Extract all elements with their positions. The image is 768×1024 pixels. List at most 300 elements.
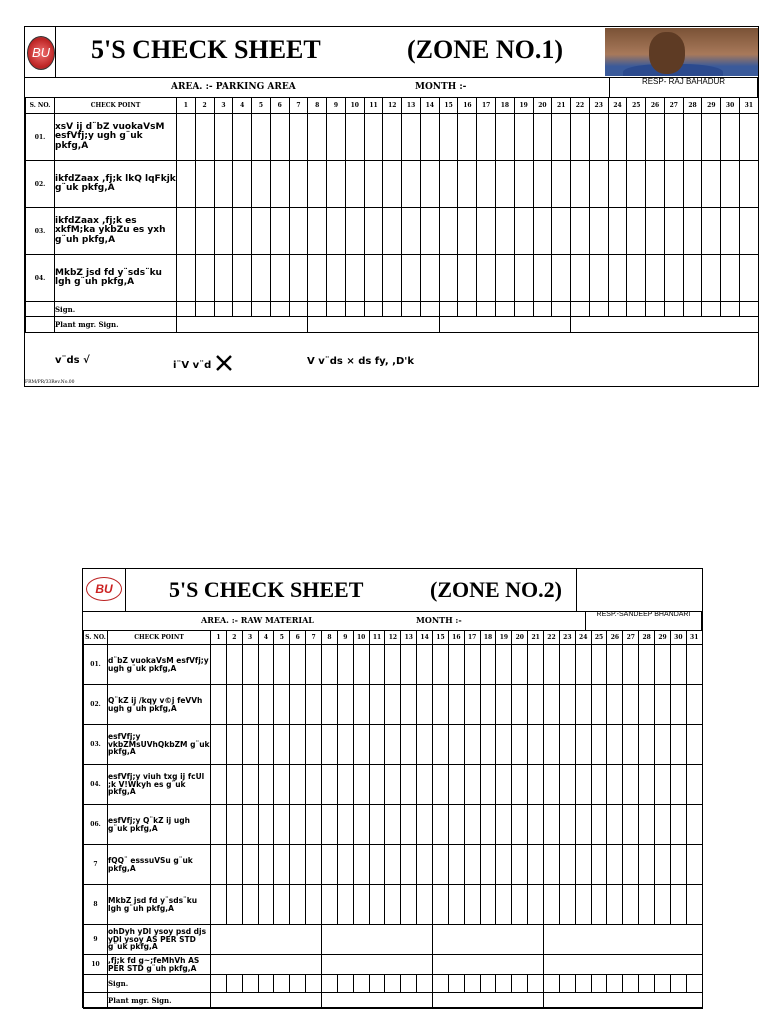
- day-sign-cell[interactable]: [337, 975, 353, 993]
- day-check-cell[interactable]: [639, 685, 655, 725]
- day-sign-cell[interactable]: [177, 302, 196, 317]
- day-check-cell[interactable]: [242, 765, 258, 805]
- day-sign-cell[interactable]: [195, 302, 214, 317]
- day-check-cell[interactable]: [477, 208, 496, 255]
- day-check-cell[interactable]: [369, 805, 385, 845]
- weekly-sign-cell[interactable]: [308, 317, 439, 333]
- day-check-cell[interactable]: [433, 805, 449, 845]
- day-check-cell[interactable]: [417, 885, 433, 925]
- day-check-cell[interactable]: [306, 685, 322, 725]
- day-sign-cell[interactable]: [496, 975, 512, 993]
- day-check-cell[interactable]: [353, 725, 369, 765]
- day-check-cell[interactable]: [439, 161, 458, 208]
- day-check-cell[interactable]: [480, 805, 496, 845]
- day-check-cell[interactable]: [575, 645, 591, 685]
- day-check-cell[interactable]: [290, 885, 306, 925]
- day-check-cell[interactable]: [646, 114, 665, 161]
- day-sign-cell[interactable]: [448, 975, 464, 993]
- day-check-cell[interactable]: [417, 645, 433, 685]
- weekly-sign-cell[interactable]: [439, 317, 570, 333]
- day-check-cell[interactable]: [337, 765, 353, 805]
- day-check-cell[interactable]: [528, 805, 544, 845]
- day-check-cell[interactable]: [559, 805, 575, 845]
- day-check-cell[interactable]: [655, 725, 671, 765]
- day-check-cell[interactable]: [214, 114, 233, 161]
- day-sign-cell[interactable]: [258, 975, 274, 993]
- day-check-cell[interactable]: [322, 885, 338, 925]
- day-check-cell[interactable]: [369, 725, 385, 765]
- week-check-cell[interactable]: [433, 955, 544, 975]
- day-sign-cell[interactable]: [571, 302, 590, 317]
- day-check-cell[interactable]: [270, 114, 289, 161]
- day-check-cell[interactable]: [322, 725, 338, 765]
- day-check-cell[interactable]: [639, 645, 655, 685]
- day-check-cell[interactable]: [353, 805, 369, 845]
- day-sign-cell[interactable]: [353, 975, 369, 993]
- day-check-cell[interactable]: [670, 685, 686, 725]
- day-check-cell[interactable]: [290, 845, 306, 885]
- day-check-cell[interactable]: [477, 255, 496, 302]
- day-sign-cell[interactable]: [289, 302, 308, 317]
- day-check-cell[interactable]: [195, 255, 214, 302]
- day-sign-cell[interactable]: [458, 302, 477, 317]
- day-check-cell[interactable]: [464, 845, 480, 885]
- day-check-cell[interactable]: [401, 805, 417, 845]
- day-check-cell[interactable]: [559, 645, 575, 685]
- day-sign-cell[interactable]: [420, 302, 439, 317]
- day-check-cell[interactable]: [290, 685, 306, 725]
- day-check-cell[interactable]: [226, 805, 242, 845]
- day-check-cell[interactable]: [211, 765, 227, 805]
- day-check-cell[interactable]: [306, 805, 322, 845]
- day-sign-cell[interactable]: [589, 302, 608, 317]
- day-check-cell[interactable]: [364, 161, 383, 208]
- day-check-cell[interactable]: [528, 645, 544, 685]
- day-check-cell[interactable]: [533, 208, 552, 255]
- day-check-cell[interactable]: [575, 685, 591, 725]
- day-check-cell[interactable]: [383, 114, 402, 161]
- day-check-cell[interactable]: [496, 114, 515, 161]
- day-sign-cell[interactable]: [242, 975, 258, 993]
- day-check-cell[interactable]: [289, 114, 308, 161]
- day-check-cell[interactable]: [383, 208, 402, 255]
- day-check-cell[interactable]: [683, 255, 702, 302]
- day-check-cell[interactable]: [327, 114, 346, 161]
- day-check-cell[interactable]: [177, 161, 196, 208]
- day-check-cell[interactable]: [327, 255, 346, 302]
- day-check-cell[interactable]: [345, 208, 364, 255]
- day-check-cell[interactable]: [739, 255, 758, 302]
- day-check-cell[interactable]: [464, 765, 480, 805]
- day-sign-cell[interactable]: [308, 302, 327, 317]
- day-check-cell[interactable]: [233, 114, 252, 161]
- day-check-cell[interactable]: [226, 685, 242, 725]
- day-check-cell[interactable]: [433, 885, 449, 925]
- day-check-cell[interactable]: [608, 208, 627, 255]
- day-check-cell[interactable]: [345, 161, 364, 208]
- day-check-cell[interactable]: [512, 685, 528, 725]
- day-check-cell[interactable]: [322, 645, 338, 685]
- day-check-cell[interactable]: [646, 255, 665, 302]
- day-check-cell[interactable]: [533, 255, 552, 302]
- day-check-cell[interactable]: [623, 845, 639, 885]
- day-sign-cell[interactable]: [639, 975, 655, 993]
- day-sign-cell[interactable]: [514, 302, 533, 317]
- day-check-cell[interactable]: [623, 805, 639, 845]
- day-check-cell[interactable]: [627, 255, 646, 302]
- day-check-cell[interactable]: [702, 208, 721, 255]
- week-check-cell[interactable]: [433, 925, 544, 955]
- day-sign-cell[interactable]: [683, 302, 702, 317]
- day-check-cell[interactable]: [458, 114, 477, 161]
- day-check-cell[interactable]: [242, 885, 258, 925]
- day-check-cell[interactable]: [433, 645, 449, 685]
- day-sign-cell[interactable]: [655, 975, 671, 993]
- day-sign-cell[interactable]: [211, 975, 227, 993]
- day-check-cell[interactable]: [702, 161, 721, 208]
- day-check-cell[interactable]: [306, 645, 322, 685]
- day-check-cell[interactable]: [402, 255, 421, 302]
- day-sign-cell[interactable]: [591, 975, 607, 993]
- day-check-cell[interactable]: [369, 645, 385, 685]
- day-check-cell[interactable]: [639, 725, 655, 765]
- day-check-cell[interactable]: [608, 161, 627, 208]
- day-check-cell[interactable]: [177, 208, 196, 255]
- day-sign-cell[interactable]: [670, 975, 686, 993]
- day-check-cell[interactable]: [439, 255, 458, 302]
- day-sign-cell[interactable]: [721, 302, 740, 317]
- day-check-cell[interactable]: [480, 885, 496, 925]
- day-check-cell[interactable]: [544, 765, 560, 805]
- day-sign-cell[interactable]: [496, 302, 515, 317]
- day-check-cell[interactable]: [308, 208, 327, 255]
- day-check-cell[interactable]: [477, 161, 496, 208]
- day-check-cell[interactable]: [464, 885, 480, 925]
- day-check-cell[interactable]: [607, 845, 623, 885]
- day-check-cell[interactable]: [623, 765, 639, 805]
- day-check-cell[interactable]: [591, 685, 607, 725]
- day-check-cell[interactable]: [686, 725, 702, 765]
- day-check-cell[interactable]: [591, 765, 607, 805]
- day-check-cell[interactable]: [258, 885, 274, 925]
- day-check-cell[interactable]: [496, 161, 515, 208]
- day-check-cell[interactable]: [322, 805, 338, 845]
- day-check-cell[interactable]: [496, 885, 512, 925]
- day-check-cell[interactable]: [514, 114, 533, 161]
- day-check-cell[interactable]: [686, 765, 702, 805]
- day-sign-cell[interactable]: [214, 302, 233, 317]
- day-check-cell[interactable]: [627, 114, 646, 161]
- day-sign-cell[interactable]: [646, 302, 665, 317]
- day-check-cell[interactable]: [252, 161, 271, 208]
- day-check-cell[interactable]: [512, 765, 528, 805]
- day-check-cell[interactable]: [177, 255, 196, 302]
- day-check-cell[interactable]: [686, 845, 702, 885]
- day-check-cell[interactable]: [353, 765, 369, 805]
- day-check-cell[interactable]: [364, 208, 383, 255]
- day-sign-cell[interactable]: [623, 975, 639, 993]
- day-check-cell[interactable]: [591, 805, 607, 845]
- day-sign-cell[interactable]: [739, 302, 758, 317]
- day-check-cell[interactable]: [664, 255, 683, 302]
- day-check-cell[interactable]: [233, 255, 252, 302]
- day-check-cell[interactable]: [274, 805, 290, 845]
- day-check-cell[interactable]: [552, 114, 571, 161]
- day-check-cell[interactable]: [211, 805, 227, 845]
- day-check-cell[interactable]: [639, 885, 655, 925]
- day-check-cell[interactable]: [480, 845, 496, 885]
- day-check-cell[interactable]: [385, 765, 401, 805]
- day-sign-cell[interactable]: [552, 302, 571, 317]
- day-check-cell[interactable]: [683, 161, 702, 208]
- day-check-cell[interactable]: [646, 208, 665, 255]
- day-check-cell[interactable]: [258, 685, 274, 725]
- day-check-cell[interactable]: [337, 685, 353, 725]
- day-check-cell[interactable]: [464, 685, 480, 725]
- week-check-cell[interactable]: [544, 955, 703, 975]
- day-check-cell[interactable]: [528, 685, 544, 725]
- weekly-sign-cell[interactable]: [433, 993, 544, 1009]
- day-check-cell[interactable]: [369, 845, 385, 885]
- day-check-cell[interactable]: [607, 805, 623, 845]
- weekly-sign-cell[interactable]: [544, 993, 703, 1009]
- day-check-cell[interactable]: [226, 725, 242, 765]
- day-check-cell[interactable]: [385, 805, 401, 845]
- day-sign-cell[interactable]: [464, 975, 480, 993]
- day-check-cell[interactable]: [544, 885, 560, 925]
- day-check-cell[interactable]: [401, 845, 417, 885]
- day-check-cell[interactable]: [496, 208, 515, 255]
- day-sign-cell[interactable]: [608, 302, 627, 317]
- day-check-cell[interactable]: [448, 725, 464, 765]
- day-check-cell[interactable]: [533, 114, 552, 161]
- day-check-cell[interactable]: [337, 645, 353, 685]
- day-check-cell[interactable]: [364, 255, 383, 302]
- day-check-cell[interactable]: [306, 725, 322, 765]
- day-check-cell[interactable]: [353, 685, 369, 725]
- day-check-cell[interactable]: [670, 845, 686, 885]
- day-check-cell[interactable]: [575, 805, 591, 845]
- day-check-cell[interactable]: [552, 208, 571, 255]
- day-check-cell[interactable]: [345, 114, 364, 161]
- day-check-cell[interactable]: [420, 208, 439, 255]
- day-sign-cell[interactable]: [607, 975, 623, 993]
- day-check-cell[interactable]: [575, 845, 591, 885]
- day-sign-cell[interactable]: [345, 302, 364, 317]
- day-check-cell[interactable]: [233, 161, 252, 208]
- day-check-cell[interactable]: [448, 765, 464, 805]
- day-sign-cell[interactable]: [575, 975, 591, 993]
- day-check-cell[interactable]: [627, 208, 646, 255]
- day-check-cell[interactable]: [627, 161, 646, 208]
- day-check-cell[interactable]: [270, 208, 289, 255]
- day-check-cell[interactable]: [544, 845, 560, 885]
- day-check-cell[interactable]: [383, 255, 402, 302]
- day-check-cell[interactable]: [433, 725, 449, 765]
- day-check-cell[interactable]: [528, 725, 544, 765]
- day-check-cell[interactable]: [575, 885, 591, 925]
- day-check-cell[interactable]: [214, 208, 233, 255]
- day-check-cell[interactable]: [571, 161, 590, 208]
- day-check-cell[interactable]: [670, 765, 686, 805]
- day-check-cell[interactable]: [480, 685, 496, 725]
- day-check-cell[interactable]: [655, 645, 671, 685]
- day-check-cell[interactable]: [607, 765, 623, 805]
- day-check-cell[interactable]: [702, 114, 721, 161]
- day-sign-cell[interactable]: [383, 302, 402, 317]
- day-check-cell[interactable]: [477, 114, 496, 161]
- day-check-cell[interactable]: [591, 845, 607, 885]
- day-check-cell[interactable]: [608, 114, 627, 161]
- day-check-cell[interactable]: [337, 805, 353, 845]
- day-check-cell[interactable]: [385, 685, 401, 725]
- day-sign-cell[interactable]: [327, 302, 346, 317]
- day-check-cell[interactable]: [739, 208, 758, 255]
- day-sign-cell[interactable]: [433, 975, 449, 993]
- day-check-cell[interactable]: [290, 765, 306, 805]
- day-check-cell[interactable]: [464, 645, 480, 685]
- day-check-cell[interactable]: [385, 845, 401, 885]
- day-check-cell[interactable]: [512, 805, 528, 845]
- day-check-cell[interactable]: [655, 805, 671, 845]
- day-sign-cell[interactable]: [439, 302, 458, 317]
- day-check-cell[interactable]: [289, 208, 308, 255]
- day-check-cell[interactable]: [686, 685, 702, 725]
- day-check-cell[interactable]: [417, 845, 433, 885]
- day-check-cell[interactable]: [655, 885, 671, 925]
- day-check-cell[interactable]: [211, 645, 227, 685]
- day-check-cell[interactable]: [401, 765, 417, 805]
- day-check-cell[interactable]: [571, 114, 590, 161]
- day-sign-cell[interactable]: [226, 975, 242, 993]
- day-check-cell[interactable]: [608, 255, 627, 302]
- day-check-cell[interactable]: [417, 685, 433, 725]
- day-check-cell[interactable]: [417, 805, 433, 845]
- day-check-cell[interactable]: [211, 685, 227, 725]
- day-check-cell[interactable]: [607, 725, 623, 765]
- day-sign-cell[interactable]: [480, 975, 496, 993]
- day-check-cell[interactable]: [420, 161, 439, 208]
- day-check-cell[interactable]: [496, 645, 512, 685]
- day-check-cell[interactable]: [242, 725, 258, 765]
- day-check-cell[interactable]: [252, 255, 271, 302]
- day-check-cell[interactable]: [683, 114, 702, 161]
- day-check-cell[interactable]: [670, 725, 686, 765]
- day-check-cell[interactable]: [464, 805, 480, 845]
- day-check-cell[interactable]: [211, 885, 227, 925]
- day-check-cell[interactable]: [337, 725, 353, 765]
- day-sign-cell[interactable]: [369, 975, 385, 993]
- day-check-cell[interactable]: [195, 114, 214, 161]
- day-check-cell[interactable]: [496, 685, 512, 725]
- day-check-cell[interactable]: [258, 765, 274, 805]
- day-check-cell[interactable]: [258, 725, 274, 765]
- day-sign-cell[interactable]: [417, 975, 433, 993]
- day-check-cell[interactable]: [559, 685, 575, 725]
- day-check-cell[interactable]: [639, 765, 655, 805]
- day-check-cell[interactable]: [289, 255, 308, 302]
- day-check-cell[interactable]: [308, 255, 327, 302]
- day-check-cell[interactable]: [559, 885, 575, 925]
- day-check-cell[interactable]: [514, 255, 533, 302]
- day-check-cell[interactable]: [252, 114, 271, 161]
- day-check-cell[interactable]: [591, 725, 607, 765]
- day-check-cell[interactable]: [195, 208, 214, 255]
- day-check-cell[interactable]: [306, 885, 322, 925]
- day-check-cell[interactable]: [308, 114, 327, 161]
- day-check-cell[interactable]: [664, 114, 683, 161]
- day-check-cell[interactable]: [322, 765, 338, 805]
- day-sign-cell[interactable]: [252, 302, 271, 317]
- day-check-cell[interactable]: [528, 845, 544, 885]
- day-check-cell[interactable]: [589, 255, 608, 302]
- day-check-cell[interactable]: [512, 885, 528, 925]
- day-check-cell[interactable]: [242, 685, 258, 725]
- day-check-cell[interactable]: [214, 255, 233, 302]
- day-check-cell[interactable]: [274, 685, 290, 725]
- day-check-cell[interactable]: [353, 845, 369, 885]
- day-check-cell[interactable]: [623, 725, 639, 765]
- day-check-cell[interactable]: [512, 845, 528, 885]
- day-check-cell[interactable]: [433, 685, 449, 725]
- day-sign-cell[interactable]: [627, 302, 646, 317]
- day-check-cell[interactable]: [383, 161, 402, 208]
- day-check-cell[interactable]: [670, 805, 686, 845]
- day-check-cell[interactable]: [683, 208, 702, 255]
- day-sign-cell[interactable]: [274, 975, 290, 993]
- day-check-cell[interactable]: [686, 805, 702, 845]
- weekly-sign-cell[interactable]: [177, 317, 308, 333]
- day-check-cell[interactable]: [402, 161, 421, 208]
- day-check-cell[interactable]: [571, 255, 590, 302]
- day-check-cell[interactable]: [575, 765, 591, 805]
- day-check-cell[interactable]: [337, 845, 353, 885]
- day-check-cell[interactable]: [528, 885, 544, 925]
- day-check-cell[interactable]: [274, 645, 290, 685]
- day-check-cell[interactable]: [496, 255, 515, 302]
- week-check-cell[interactable]: [322, 955, 433, 975]
- day-check-cell[interactable]: [544, 685, 560, 725]
- day-check-cell[interactable]: [353, 885, 369, 925]
- day-check-cell[interactable]: [559, 845, 575, 885]
- day-check-cell[interactable]: [686, 885, 702, 925]
- weekly-sign-cell[interactable]: [211, 993, 322, 1009]
- day-check-cell[interactable]: [670, 885, 686, 925]
- day-check-cell[interactable]: [226, 885, 242, 925]
- day-check-cell[interactable]: [589, 161, 608, 208]
- day-check-cell[interactable]: [402, 114, 421, 161]
- day-check-cell[interactable]: [327, 208, 346, 255]
- day-check-cell[interactable]: [385, 885, 401, 925]
- day-check-cell[interactable]: [322, 845, 338, 885]
- day-check-cell[interactable]: [417, 765, 433, 805]
- day-sign-cell[interactable]: [528, 975, 544, 993]
- day-sign-cell[interactable]: [686, 975, 702, 993]
- day-check-cell[interactable]: [512, 725, 528, 765]
- day-check-cell[interactable]: [322, 685, 338, 725]
- day-check-cell[interactable]: [458, 161, 477, 208]
- day-check-cell[interactable]: [448, 885, 464, 925]
- day-check-cell[interactable]: [559, 765, 575, 805]
- day-check-cell[interactable]: [496, 845, 512, 885]
- day-check-cell[interactable]: [639, 805, 655, 845]
- day-check-cell[interactable]: [480, 725, 496, 765]
- day-sign-cell[interactable]: [512, 975, 528, 993]
- day-check-cell[interactable]: [270, 161, 289, 208]
- day-check-cell[interactable]: [591, 645, 607, 685]
- day-check-cell[interactable]: [252, 208, 271, 255]
- day-check-cell[interactable]: [655, 685, 671, 725]
